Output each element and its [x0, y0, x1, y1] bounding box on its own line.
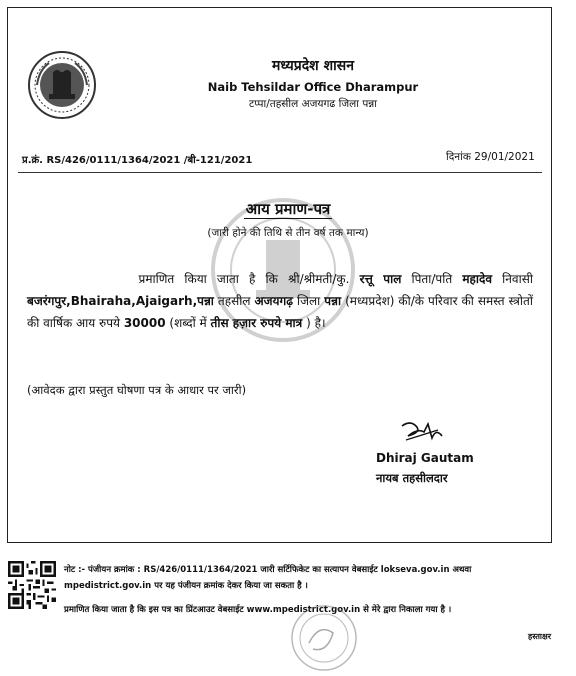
income-amount: 30000: [123, 316, 166, 330]
validity-note: (जारी होने की तिथि से तीन वर्ष तक मान्य): [207, 227, 369, 239]
father-name: महादेव: [462, 272, 493, 286]
certificate-title: आय प्रमाण-पत्र: [245, 200, 331, 218]
issue-date: दिनांक 29/01/2021: [446, 151, 535, 163]
reference-number: प्र.क्रं. RS/426/0111/1364/2021 /बी-121/2021: [22, 155, 253, 166]
officer-signature: [398, 418, 446, 444]
body-text-8: ) है।: [306, 316, 326, 330]
officer-name: Dhiraj Gautam: [376, 451, 474, 465]
certificate-body: [27, 268, 533, 334]
signature-label: हस्ताक्षर: [528, 632, 551, 641]
body-text-7: (शब्दों में: [169, 316, 207, 330]
holder-address: बजरंगपुर,Bhairaha,Ajaigarh,पन्ना: [27, 294, 214, 308]
verification-note-line1: नोट :- पंजीयन क्रमांक : RS/426/0111/1364/2021 जारी सर्टिफिकेट का सत्यापन वेबसाईट lokseva.gov.in अथवा: [64, 565, 472, 575]
verification-note-line2: mpedistrict.gov.in पर यह पंजीयन क्रमांक देकर किया जा सकता है ।: [64, 581, 308, 591]
holder-name: रत्तू पाल: [359, 272, 402, 286]
qr-code-icon: [8, 561, 56, 609]
body-text-2: पिता/पति: [411, 272, 453, 286]
income-in-words: तीस हज़ार रुपये मात्र: [210, 316, 303, 330]
district-name: पन्ना: [324, 294, 342, 308]
printout-declaration: प्रमाणित किया जाता है कि इस पत्र का प्रिंटआउट वेबसाईट www.mpedistrict.gov.in से मेरे द्वारा निकाला गया है ।: [64, 605, 452, 615]
stamp-seal-icon: [289, 603, 359, 673]
tehsil-name: अजयगढ़: [254, 294, 294, 308]
body-text-3: निवासी: [502, 272, 533, 286]
header-divider: [18, 172, 542, 173]
body-text-5: जिला: [297, 294, 321, 308]
officer-designation: नायब तहसीलदार: [376, 471, 448, 485]
government-name: मध्यप्रदेश शासन: [272, 58, 354, 74]
office-name: Naib Tehsildar Office Dharampur: [207, 80, 419, 94]
body-text-4: तहसील: [217, 294, 251, 308]
issue-basis-note: (आवेदक द्वारा प्रस्तुत घोषणा पत्र के आधार पर जारी): [27, 383, 247, 397]
office-location: टप्पा/तहसील अजयगढ जिला पन्ना: [248, 98, 377, 110]
body-text-1: प्रमाणित किया जाता है कि श्री/श्रीमती/कु.: [138, 272, 350, 286]
body-text-6: (मध्यप्रदेश) की/के परिवार की समस्त स्त्रोतों की वार्षिक आय रुपये: [27, 294, 533, 330]
